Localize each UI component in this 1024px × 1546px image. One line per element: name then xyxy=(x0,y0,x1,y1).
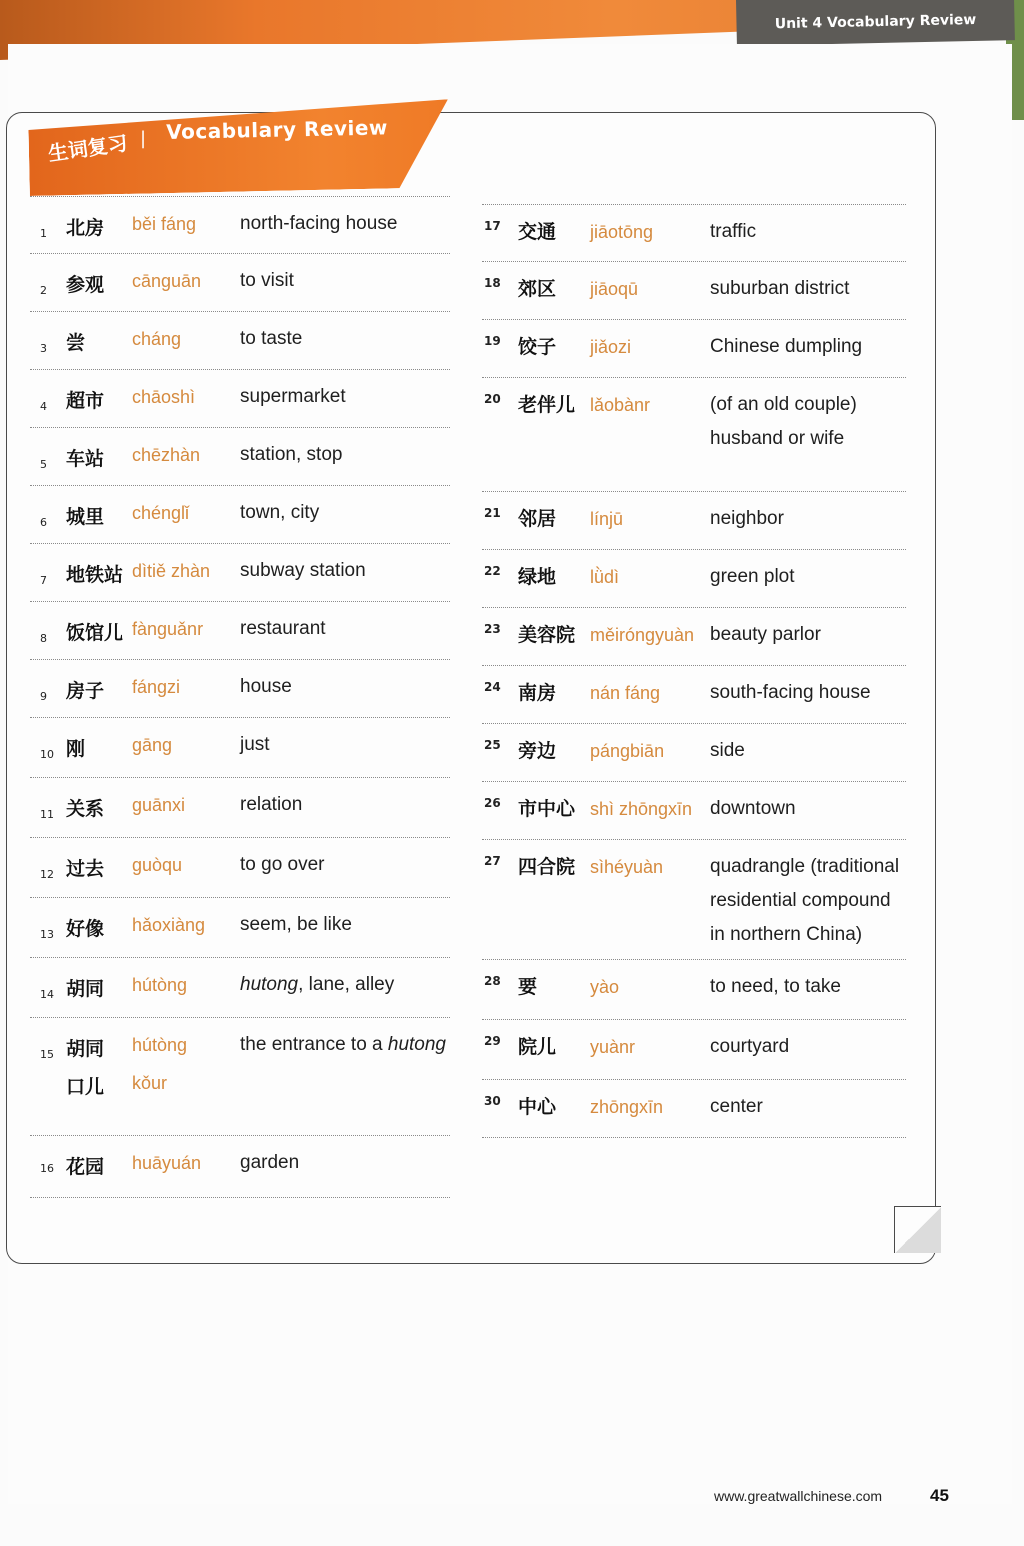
entry-english-italic: hutong xyxy=(240,974,299,995)
entry-number: 26 xyxy=(484,796,501,810)
entry-number: 24 xyxy=(484,680,501,694)
entry-pinyin: sìhéyuàn xyxy=(590,857,664,877)
banner-english-title: Vocabulary Review xyxy=(166,115,389,144)
entry-english: center xyxy=(710,1096,763,1117)
entry-pinyin: nán fáng xyxy=(590,683,661,703)
vocab-entry xyxy=(30,898,450,958)
entry-pinyin: cānguān xyxy=(132,271,202,291)
entry-english: courtyard xyxy=(710,1036,790,1057)
vocab-entry xyxy=(30,660,450,718)
vocab-entry xyxy=(482,1080,906,1138)
entry-english: subway station xyxy=(240,560,366,581)
entry-pinyin: měiróngyuàn xyxy=(590,625,695,645)
entry-english: town, city xyxy=(240,502,320,523)
entry-pinyin: hútòng kǒur xyxy=(132,1035,188,1093)
entry-hanzi: 北房 xyxy=(66,217,105,239)
entry-number: 3 xyxy=(40,342,47,355)
vocab-entry xyxy=(30,486,450,544)
entry-pinyin: jiāotōng xyxy=(590,222,654,242)
entry-hanzi: 南房 xyxy=(518,682,557,704)
vocab-entry xyxy=(30,544,450,602)
entry-hanzi: 城里 xyxy=(66,506,105,528)
entry-english: quadrangle (traditional residential compound in northern China) xyxy=(710,856,900,945)
entry-english: side xyxy=(710,740,745,761)
entry-english-rest: , lane, alley xyxy=(298,974,395,995)
entry-hanzi: 饺子 xyxy=(518,336,557,358)
entry-english-italic: hutong xyxy=(387,1034,447,1055)
entry-pinyin: běi fáng xyxy=(132,214,197,234)
entry-pinyin: yuànr xyxy=(590,1037,636,1057)
entry-hanzi: 要 xyxy=(518,976,538,998)
banner-chinese-title: 生词复习 xyxy=(46,130,130,166)
entry-english: restaurant xyxy=(240,618,326,639)
vocab-entry xyxy=(482,608,906,666)
entry-pinyin: fànguǎnr xyxy=(132,619,204,639)
entry-english: station, stop xyxy=(240,444,343,465)
entry-hanzi: 刚 xyxy=(66,738,86,760)
unit-tab: Unit 4 Vocabulary Review xyxy=(736,0,1015,46)
entry-hanzi: 四合院 xyxy=(518,856,576,878)
entry-number: 18 xyxy=(484,276,501,290)
entry-number: 7 xyxy=(40,574,47,587)
entry-english: relation xyxy=(240,794,303,815)
entry-english: neighbor xyxy=(710,508,784,529)
entry-number: 5 xyxy=(40,458,47,471)
vocab-entry xyxy=(30,958,450,1018)
entry-english xyxy=(240,968,394,1002)
vocab-entry xyxy=(482,960,906,1020)
entry-hanzi: 好像 xyxy=(66,918,105,940)
entry-number: 27 xyxy=(484,854,501,868)
entry-number: 1 xyxy=(40,227,47,240)
vocab-entry xyxy=(482,550,906,608)
banner-separator: | xyxy=(140,128,147,149)
entry-number: 30 xyxy=(484,1094,501,1108)
entry-english: house xyxy=(240,676,292,697)
entry-hanzi: 花园 xyxy=(66,1156,105,1178)
entry-english: supermarket xyxy=(240,386,346,407)
entry-number: 15 xyxy=(40,1048,54,1061)
entry-hanzi: 绿地 xyxy=(518,566,557,588)
vocab-entry xyxy=(30,428,450,486)
entry-english: beauty parlor xyxy=(710,624,821,645)
entry-number: 29 xyxy=(484,1034,501,1048)
vocab-entry xyxy=(30,718,450,778)
entry-english: to go over xyxy=(240,854,325,875)
vocab-entry xyxy=(482,492,906,550)
vocab-entry xyxy=(30,778,450,838)
entry-pinyin: hǎoxiàng xyxy=(132,915,206,935)
entry-number: 20 xyxy=(484,392,501,406)
entry-english: seem, be like xyxy=(240,914,352,935)
entry-hanzi: 尝 xyxy=(66,332,86,354)
entry-number: 8 xyxy=(40,632,47,645)
entry-hanzi: 地铁站 xyxy=(66,564,124,586)
vocab-entry xyxy=(482,204,906,262)
vocab-entry xyxy=(30,602,450,660)
entry-pinyin: fángzi xyxy=(132,677,181,697)
vocab-entry xyxy=(482,724,906,782)
entry-pinyin: jiāoqū xyxy=(590,279,639,299)
vocab-entry xyxy=(482,262,906,320)
entry-english: suburban district xyxy=(710,278,850,299)
entry-hanzi: 超市 xyxy=(66,390,105,412)
entry-hanzi: 胡同 口儿 xyxy=(66,1038,105,1098)
entry-hanzi: 胡同 xyxy=(66,978,105,1000)
entry-english: green plot xyxy=(710,566,795,587)
entry-number: 28 xyxy=(484,974,501,988)
entry-english: traffic xyxy=(710,221,757,242)
entry-hanzi: 邻居 xyxy=(518,508,557,530)
entry-number: 19 xyxy=(484,334,501,348)
entry-hanzi: 美容院 xyxy=(518,624,576,646)
vocab-column-left xyxy=(30,196,450,1198)
entry-pinyin: lǎobànr xyxy=(590,395,651,415)
vocab-entry xyxy=(30,370,450,428)
entry-hanzi: 交通 xyxy=(518,221,557,243)
entry-number: 10 xyxy=(40,748,54,761)
vocab-entry xyxy=(30,838,450,898)
entry-english xyxy=(240,1028,446,1062)
entry-number: 2 xyxy=(40,284,47,297)
entry-english: to visit xyxy=(240,270,294,291)
entry-pinyin: shì zhōngxīn xyxy=(590,799,693,819)
vocab-entry xyxy=(30,1018,450,1136)
entry-pinyin: guānxi xyxy=(132,795,186,815)
vocab-entry xyxy=(482,378,906,492)
entry-number: 25 xyxy=(484,738,501,752)
vocab-entry xyxy=(30,254,450,312)
vocab-column-right xyxy=(482,204,906,1138)
vocab-entry xyxy=(482,840,906,960)
vocab-entry xyxy=(30,196,450,254)
entry-hanzi: 市中心 xyxy=(518,798,576,820)
entry-hanzi: 关系 xyxy=(66,798,105,820)
page-number: 45 xyxy=(930,1486,949,1505)
entry-hanzi: 过去 xyxy=(66,858,105,880)
page-curl-corner xyxy=(894,1206,941,1253)
entry-hanzi: 郊区 xyxy=(518,278,557,300)
entry-pinyin: cháng xyxy=(132,329,182,349)
entry-english: to need, to take xyxy=(710,976,841,997)
vocab-entry xyxy=(482,666,906,724)
entry-hanzi: 车站 xyxy=(66,448,105,470)
entry-english: (of an old couple) husband or wife xyxy=(710,394,857,449)
entry-number: 13 xyxy=(40,928,54,941)
entry-number: 4 xyxy=(40,400,47,413)
entry-english: Chinese dumpling xyxy=(710,336,863,357)
entry-english-rest: the entrance to a xyxy=(240,1034,388,1055)
entry-english: just xyxy=(240,734,270,755)
entry-pinyin: hútòng xyxy=(132,975,188,995)
entry-number: 17 xyxy=(484,219,501,233)
vocab-entry xyxy=(482,782,906,840)
entry-hanzi: 参观 xyxy=(66,274,105,296)
entry-hanzi: 院儿 xyxy=(518,1036,557,1058)
entry-pinyin: lǜdì xyxy=(590,567,620,587)
entry-pinyin: chēzhàn xyxy=(132,445,201,465)
entry-pinyin: gāng xyxy=(132,735,173,755)
entry-english: north-facing house xyxy=(240,213,398,234)
entry-english: downtown xyxy=(710,798,796,819)
entry-english: to taste xyxy=(240,328,303,349)
entry-pinyin: chāoshì xyxy=(132,387,196,407)
entry-number: 16 xyxy=(40,1162,54,1175)
entry-hanzi: 中心 xyxy=(518,1096,557,1118)
entry-number: 9 xyxy=(40,690,47,703)
entry-pinyin: huāyuán xyxy=(132,1153,202,1173)
entry-number: 22 xyxy=(484,564,501,578)
vocab-entry xyxy=(482,320,906,378)
entry-hanzi: 房子 xyxy=(66,680,105,702)
entry-pinyin: guòqu xyxy=(132,855,183,875)
vocab-entry xyxy=(482,1020,906,1080)
entry-number: 14 xyxy=(40,988,54,1001)
entry-number: 11 xyxy=(40,808,54,821)
entry-number: 23 xyxy=(484,622,501,636)
entry-pinyin: jiǎozi xyxy=(590,337,632,357)
vocab-entry xyxy=(30,312,450,370)
entry-pinyin: pángbiān xyxy=(590,741,665,761)
entry-number: 21 xyxy=(484,506,501,520)
entry-english: garden xyxy=(240,1152,300,1173)
entry-pinyin: chénglǐ xyxy=(132,503,190,523)
entry-hanzi: 饭馆儿 xyxy=(66,622,124,644)
entry-hanzi: 老伴儿 xyxy=(518,394,576,416)
entry-pinyin: dìtiě zhàn xyxy=(132,561,211,581)
vocab-entry xyxy=(30,1136,450,1198)
entry-number: 6 xyxy=(40,516,47,529)
entry-pinyin: línjū xyxy=(590,509,624,529)
footer-url: www.greatwallchinese.com xyxy=(714,1488,883,1504)
entry-english: south-facing house xyxy=(710,682,871,703)
entry-pinyin: zhōngxīn xyxy=(590,1097,664,1117)
entry-number: 12 xyxy=(40,868,54,881)
entry-pinyin: yào xyxy=(590,977,620,997)
entry-hanzi: 旁边 xyxy=(518,740,557,762)
